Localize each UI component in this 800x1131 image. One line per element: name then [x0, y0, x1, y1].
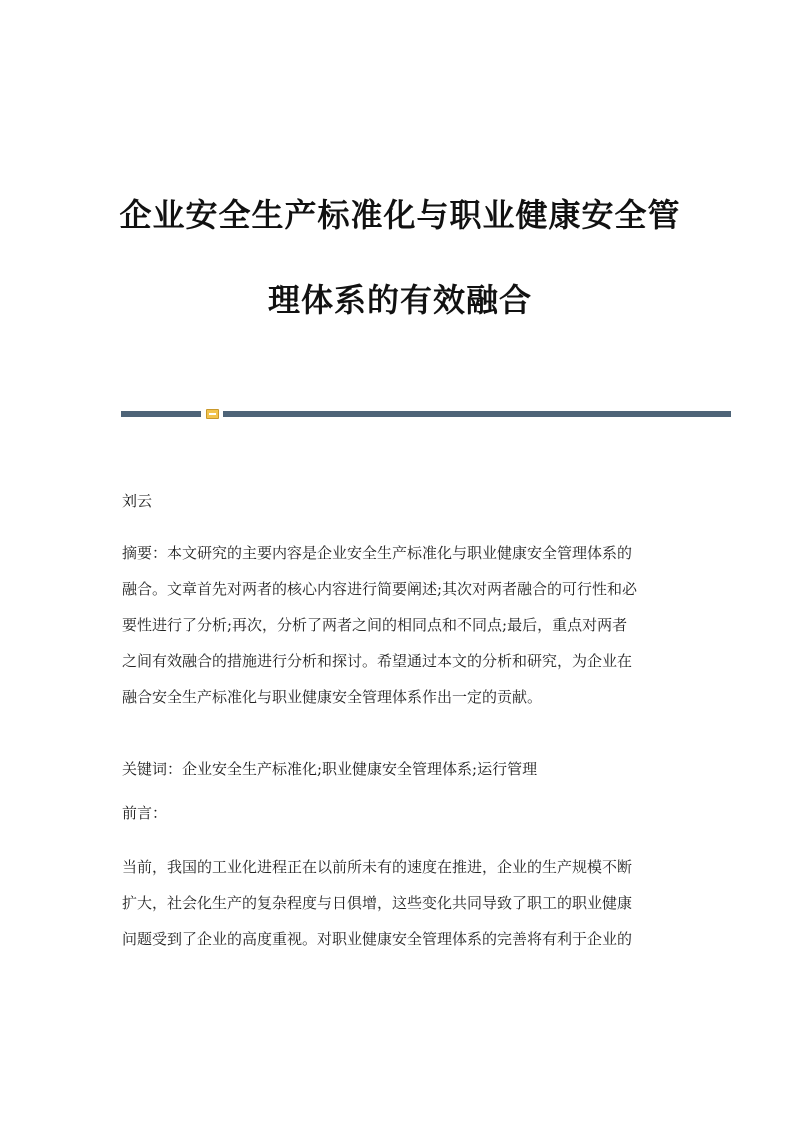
paper-title-line-1: 企业安全生产标准化与职业健康安全管 [119, 196, 681, 234]
intro-line: 问题受到了企业的高度重视。对职业健康安全管理体系的完善将有利于企业的 [122, 930, 633, 948]
abstract-line: 融合。文章首先对两者的核心内容进行简要阐述;其次对两者融合的可行性和必 [122, 580, 638, 598]
title-divider [121, 409, 731, 417]
keywords: 关键词：企业安全生产标准化;职业健康安全管理体系;运行管理 [122, 760, 538, 778]
divider-bar-left [121, 411, 201, 417]
intro-line: 当前，我国的工业化进程正在以前所未有的速度在推进，企业的生产规模不断 [122, 858, 633, 876]
abstract-line: 之间有效融合的措施进行分析和探讨。希望通过本文的分析和研究，为企业在 [122, 652, 633, 670]
paper-title-line-2: 理体系的有效融合 [267, 281, 532, 319]
intro-line: 扩大，社会化生产的复杂程度与日俱增，这些变化共同导致了职工的职业健康 [122, 894, 633, 912]
abstract-line: 摘要：本文研究的主要内容是企业安全生产标准化与职业健康安全管理体系的 [122, 544, 633, 562]
abstract [122, 535, 682, 715]
divider-bar-right [223, 411, 731, 417]
intro-paragraph [122, 849, 682, 957]
abstract-line: 要性进行了分析;再次，分析了两者之间的相同点和不同点;最后，重点对两者 [122, 616, 628, 634]
abstract-line: 融合安全生产标准化与职业健康安全管理体系作出一定的贡献。 [122, 688, 543, 706]
divider-emblem-icon [206, 409, 219, 419]
preface-heading: 前言： [122, 804, 168, 822]
author: 刘云 [122, 492, 153, 510]
